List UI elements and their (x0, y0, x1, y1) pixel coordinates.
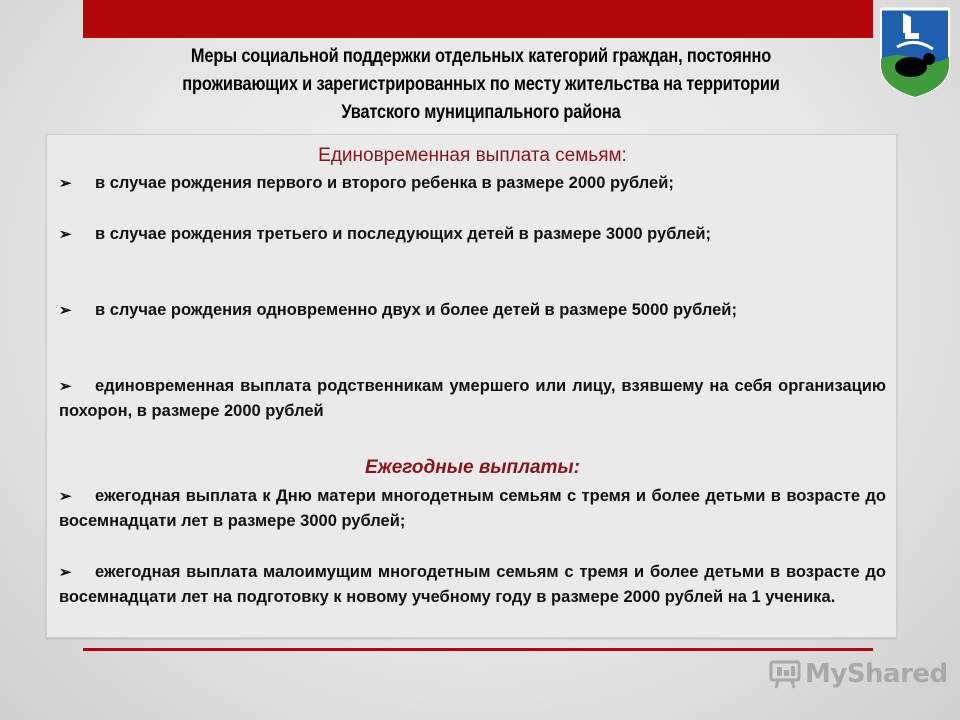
list-item (59, 222, 886, 247)
list-item-text: ежегодная выплата к Дню матери многодетным семьям с тремя и более детьми в возрасте до восемнадцати лет в размере 3000 рублей; (59, 487, 886, 530)
list-item-text: единовременная выплата родственникам умершего или лицу, взявшему на себя организацию похорон, в размере 2000 рублей (59, 377, 886, 420)
list-item (59, 298, 886, 323)
myshared-logo-icon (768, 658, 802, 690)
list-item (59, 484, 886, 534)
list-item-text: в случае рождения одновременно двух и более детей в размере 5000 рублей; (95, 301, 737, 319)
bullet-arrow-icon: ➢ (59, 175, 72, 192)
list-item-text: в случае рождения третьего и последующих детей в размере 3000 рублей; (95, 225, 712, 243)
bullet-arrow-icon: ➢ (59, 226, 72, 243)
watermark-text: MyShared (805, 659, 948, 689)
title-line-3: Уватского муниципального района (341, 101, 621, 123)
section-heading-annual: Ежегодные выплаты: (365, 457, 580, 478)
top-red-bar (83, 0, 873, 38)
list-item (59, 374, 886, 424)
content-panel (46, 134, 897, 638)
title-line-1: Меры социальной поддержки отдельных категорий граждан, постоянно (190, 45, 772, 67)
bullet-arrow-icon: ➢ (59, 378, 72, 395)
list-item (59, 171, 886, 196)
bottom-red-line (83, 648, 873, 651)
section-heading-one-time: Единовременная выплата семьям: (318, 145, 627, 166)
bullet-arrow-icon: ➢ (59, 488, 72, 505)
title-line-2: проживающих и зарегистрированных по месту жительства на территории (182, 73, 780, 95)
watermark (768, 656, 948, 692)
list-item-text: ежегодная выплата малоимущим многодетным семьям с тремя и более детьми в возрасте до восемнадцати лет на подготовку к новому учебному году в размере 2000 рублей на 1 ученика. (59, 563, 886, 606)
bullet-arrow-icon: ➢ (59, 564, 72, 581)
list-item (59, 560, 886, 610)
list-item-text: в случае рождения первого и второго ребенка в размере 2000 рублей; (95, 174, 674, 192)
coat-of-arms-icon (877, 7, 953, 99)
page-title (149, 42, 813, 126)
bullet-arrow-icon: ➢ (59, 302, 72, 319)
